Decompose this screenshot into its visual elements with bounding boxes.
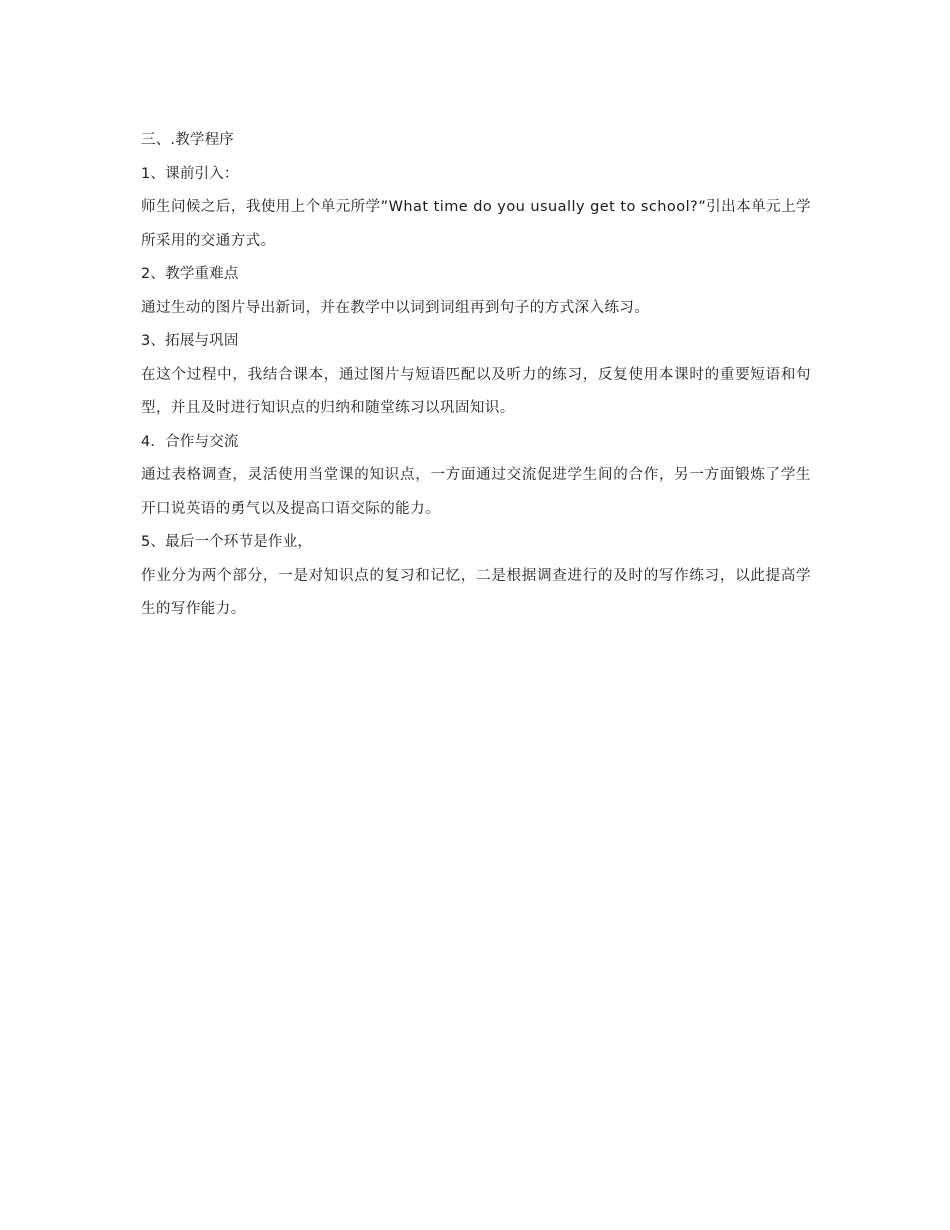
section-title: 三、.教学程序: [141, 132, 235, 148]
step-1-body: 师生问候之后，我使用上个单元所学”What time do you usually get to school?”引出本单元上学所采用的交通方式。: [141, 199, 811, 249]
document-body: [141, 124, 811, 627]
step-5-heading: 5、最后一个环节是作业，: [141, 534, 313, 550]
step-2-body: 通过生动的图片导出新词，并在教学中以词到词组再到句子的方式深入练习。: [141, 299, 650, 316]
step-4-heading: 4．合作与交流: [141, 433, 239, 450]
step-2-heading: 2、教学重难点: [141, 266, 239, 282]
step-1-heading: 1、课前引入：: [141, 165, 239, 182]
step-3-heading: 3、拓展与巩固: [141, 333, 239, 349]
step-5-body: 作业分为两个部分，一是对知识点的复习和记忆，二是根据调查进行的及时的写作练习，以此提高学生的写作能力。: [141, 567, 811, 617]
step-4-body: 通过表格调查，灵活使用当堂课的知识点，一方面通过交流促进学生间的合作，另一方面锻炼了学生开口说英语的勇气以及提高口语交际的能力。: [141, 467, 811, 517]
step-3-body: 在这个过程中，我结合课本，通过图片与短语匹配以及听力的练习，反复使用本课时的重要短语和句型，并且及时进行知识点的归纳和随堂练习以巩固知识。: [141, 366, 811, 416]
